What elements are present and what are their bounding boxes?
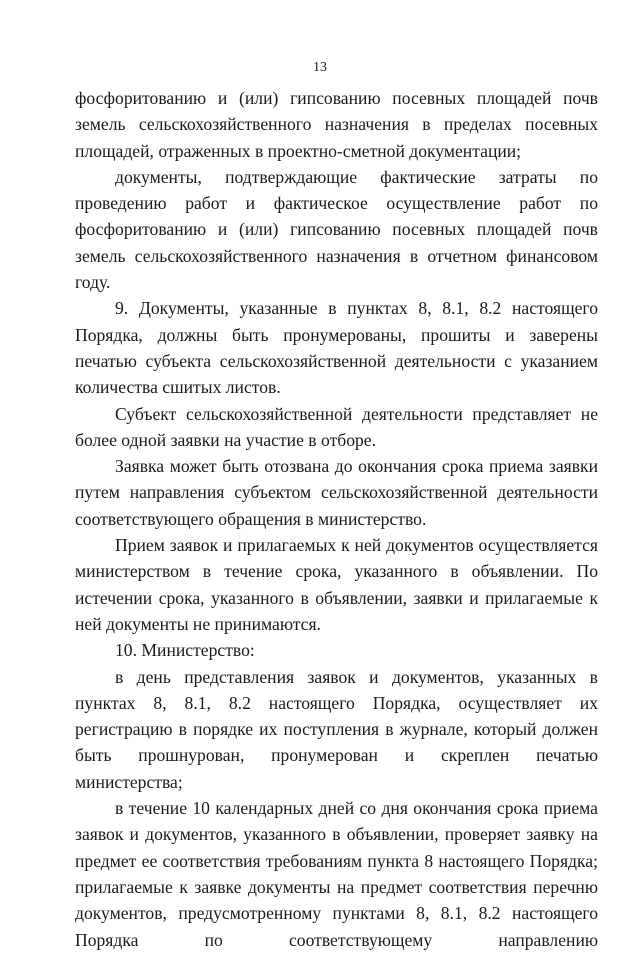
paragraph-item-9: 9. Документы, указанные в пунктах 8, 8.1, 8.2 настоящего Порядка, должны быть пронумерованы, прошиты и заверены печатью субъекта сельскохозяйственной деятельности с указанием количества сшитых листов. xyxy=(75,298,598,398)
paragraph-item-10: 10. Министерство: xyxy=(115,640,255,661)
paragraph-review: в течение 10 календарных дней со дня окончания срока приема заявок и документов, указанного в объявлении, проверяет заявку на предмет ее соответствия требованиям пункта 8 настоящего Порядка; прилагаемые к заявке документы на предмет соответствия перечню документов, предусмотренному пунктами 8, 8.1, 8.2 настоящего Порядка по соответствующему направлению xyxy=(75,798,598,950)
paragraph-registration: в день представления заявок и документов, указанных в пунктах 8, 8.1, 8.2 настоящего Порядка, осуществляет их регистрацию в порядке их поступления в журнале, который должен быть прошнурован, пронумерован и скреплен печатью министерства; xyxy=(75,666,598,792)
paragraph-withdrawal: Заявка может быть отозвана до окончания срока приема заявки путем направления субъектом сельскохозяйственной деятельности соответствующего обращения в министерство. xyxy=(75,456,598,529)
paragraph-supporting-documents: документы, подтверждающие фактические затраты по проведению работ и фактическое осуществление работ по фосфоритованию и (или) гипсованию посевных площадей почв земель сельскохозяйственного назначения в отчетном финансовом году. xyxy=(75,166,598,293)
paragraph-one-application: Субъект сельскохозяйственной деятельности представляет не более одной заявки на участие в отборе. xyxy=(75,403,598,450)
paragraph-acceptance: Прием заявок и прилагаемых к ней документов осуществляется министерством в течение срока, указанного в объявлении. По истечении срока, указанного в объявлении, заявки и прилагаемые к ней документы не принимаются. xyxy=(75,535,598,634)
document-body xyxy=(75,85,598,953)
paragraph-continuation: фосфоритованию и (или) гипсованию посевных площадей почв земель сельскохозяйственного назначения в пределах посевных площадей, отраженных в проектно-сметной документации; xyxy=(75,88,598,161)
page-number: 13 xyxy=(313,60,327,75)
